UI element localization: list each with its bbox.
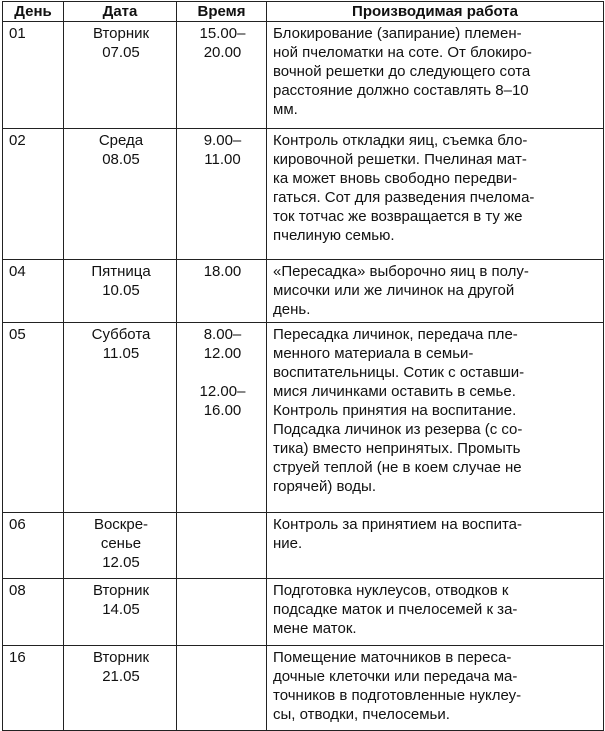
time-cell (177, 129, 267, 260)
work-line: гаться. Сот для разведения пчелома- (273, 189, 535, 206)
date-line: 14.05 (102, 601, 140, 618)
header-date: Дата (64, 2, 177, 22)
date-cell (64, 646, 177, 731)
work-line: менного материала в семьи- (273, 345, 474, 362)
work-line: «Пересадка» выборочно яиц в полу- (273, 263, 529, 280)
date-cell (64, 579, 177, 646)
work-line: Контроль принятия на воспитание. (273, 402, 517, 419)
table-row (3, 323, 604, 513)
day-cell: 08 (3, 579, 64, 646)
work-line: воспитательницы. Сотик с оставши- (273, 364, 525, 381)
date-line: 08.05 (102, 151, 140, 168)
header-time: Время (177, 2, 267, 22)
date-cell (64, 22, 177, 129)
date-line: Вторник (92, 582, 150, 599)
table-row (3, 513, 604, 579)
date-line: Суббота (91, 326, 151, 343)
table-row (3, 646, 604, 731)
time-line: 16.00 (203, 402, 242, 419)
work-line: Подготовка нуклеусов, отводков к (273, 582, 509, 599)
time-cell (177, 513, 267, 579)
table-row (3, 129, 604, 260)
work-line: струей теплой (не в коем случае не (273, 459, 522, 476)
time-range (183, 262, 262, 281)
work-line: дочные клеточки или передача ма- (273, 668, 518, 685)
work-cell (267, 513, 604, 579)
time-line: 18.00 (203, 263, 242, 280)
date-cell (64, 129, 177, 260)
work-line: подсадке маток и пчелосемей к за- (273, 601, 518, 618)
work-cell (267, 260, 604, 323)
day-cell: 01 (3, 22, 64, 129)
work-line: мм. (273, 101, 298, 118)
time-line: 12.00– (199, 383, 246, 400)
table-row (3, 22, 604, 129)
work-cell (267, 22, 604, 129)
date-line: Воскре- (93, 516, 149, 533)
date-line: Пятница (91, 263, 151, 280)
time-line: 8.00– (203, 326, 242, 343)
date-line: 10.05 (102, 282, 140, 299)
date-line: Вторник (92, 649, 150, 666)
schedule-table (2, 1, 604, 731)
work-cell (267, 579, 604, 646)
work-line: ние. (273, 535, 303, 552)
date-cell (64, 260, 177, 323)
work-line: Помещение маточников в переса- (273, 649, 512, 666)
time-cell (177, 579, 267, 646)
work-line: сы, отводки, пчелосемьи. (273, 706, 450, 723)
date-line: Вторник (92, 25, 150, 42)
date-line: 21.05 (102, 668, 140, 685)
header-work: Производимая работа (267, 2, 604, 22)
work-line: тика) вместо непринятых. Промыть (273, 440, 521, 457)
work-line: ной пчеломатки на соте. От блокиро- (273, 44, 532, 61)
work-cell (267, 323, 604, 513)
day-cell: 02 (3, 129, 64, 260)
work-cell (267, 646, 604, 731)
work-line: вочной решетки до следующего сота (273, 63, 531, 80)
work-line: день. (273, 301, 311, 318)
time-line: 15.00– (199, 25, 246, 42)
time-range (183, 24, 262, 62)
work-line: кировочной решетки. Пчелиная мат- (273, 151, 527, 168)
table-row (3, 579, 604, 646)
work-line: Подсадка личинок из резерва (с со- (273, 421, 523, 438)
time-line: 20.00 (203, 44, 242, 61)
work-line: мисочки или же личинок на другой (273, 282, 515, 299)
work-line: Блокирование (запирание) племен- (273, 25, 522, 42)
date-line: сенье (100, 535, 142, 552)
date-line: 07.05 (102, 44, 140, 61)
day-cell: 05 (3, 323, 64, 513)
work-line: ток тотчас же возвращается в ту же (273, 208, 523, 225)
work-line: Контроль откладки яиц, съемка бло- (273, 132, 528, 149)
time-cell (177, 260, 267, 323)
table-row (3, 260, 604, 323)
work-line: пчелиную семью. (273, 227, 395, 244)
time-line: 11.00 (204, 151, 241, 168)
work-line: горячей) воды. (273, 478, 376, 495)
time-cell (177, 22, 267, 129)
date-cell (64, 323, 177, 513)
work-line: ка может вновь свободно передви- (273, 170, 518, 187)
day-cell: 16 (3, 646, 64, 731)
time-line: 12.00 (203, 345, 242, 362)
date-line: 11.05 (102, 345, 140, 362)
time-line: 9.00– (203, 132, 242, 149)
work-line: Пересадка личинок, передача пле- (273, 326, 518, 343)
time-range (183, 131, 262, 169)
time-cell (177, 323, 267, 513)
work-line: точников в подготовленные нуклеу- (273, 687, 522, 704)
work-line: мися личинками оставить в семье. (273, 383, 516, 400)
day-cell: 04 (3, 260, 64, 323)
time-cell (177, 646, 267, 731)
header-day: День (3, 2, 64, 22)
date-line: 12.05 (102, 554, 140, 571)
time-range (183, 325, 262, 363)
work-line: мене маток. (273, 620, 357, 637)
time-range (183, 382, 262, 420)
work-line: расстояние должно составлять 8–10 (273, 82, 529, 99)
day-cell: 06 (3, 513, 64, 579)
date-cell (64, 513, 177, 579)
work-line: Контроль за принятием на воспита- (273, 516, 523, 533)
header-row (3, 2, 604, 22)
date-line: Среда (98, 132, 144, 149)
work-cell (267, 129, 604, 260)
